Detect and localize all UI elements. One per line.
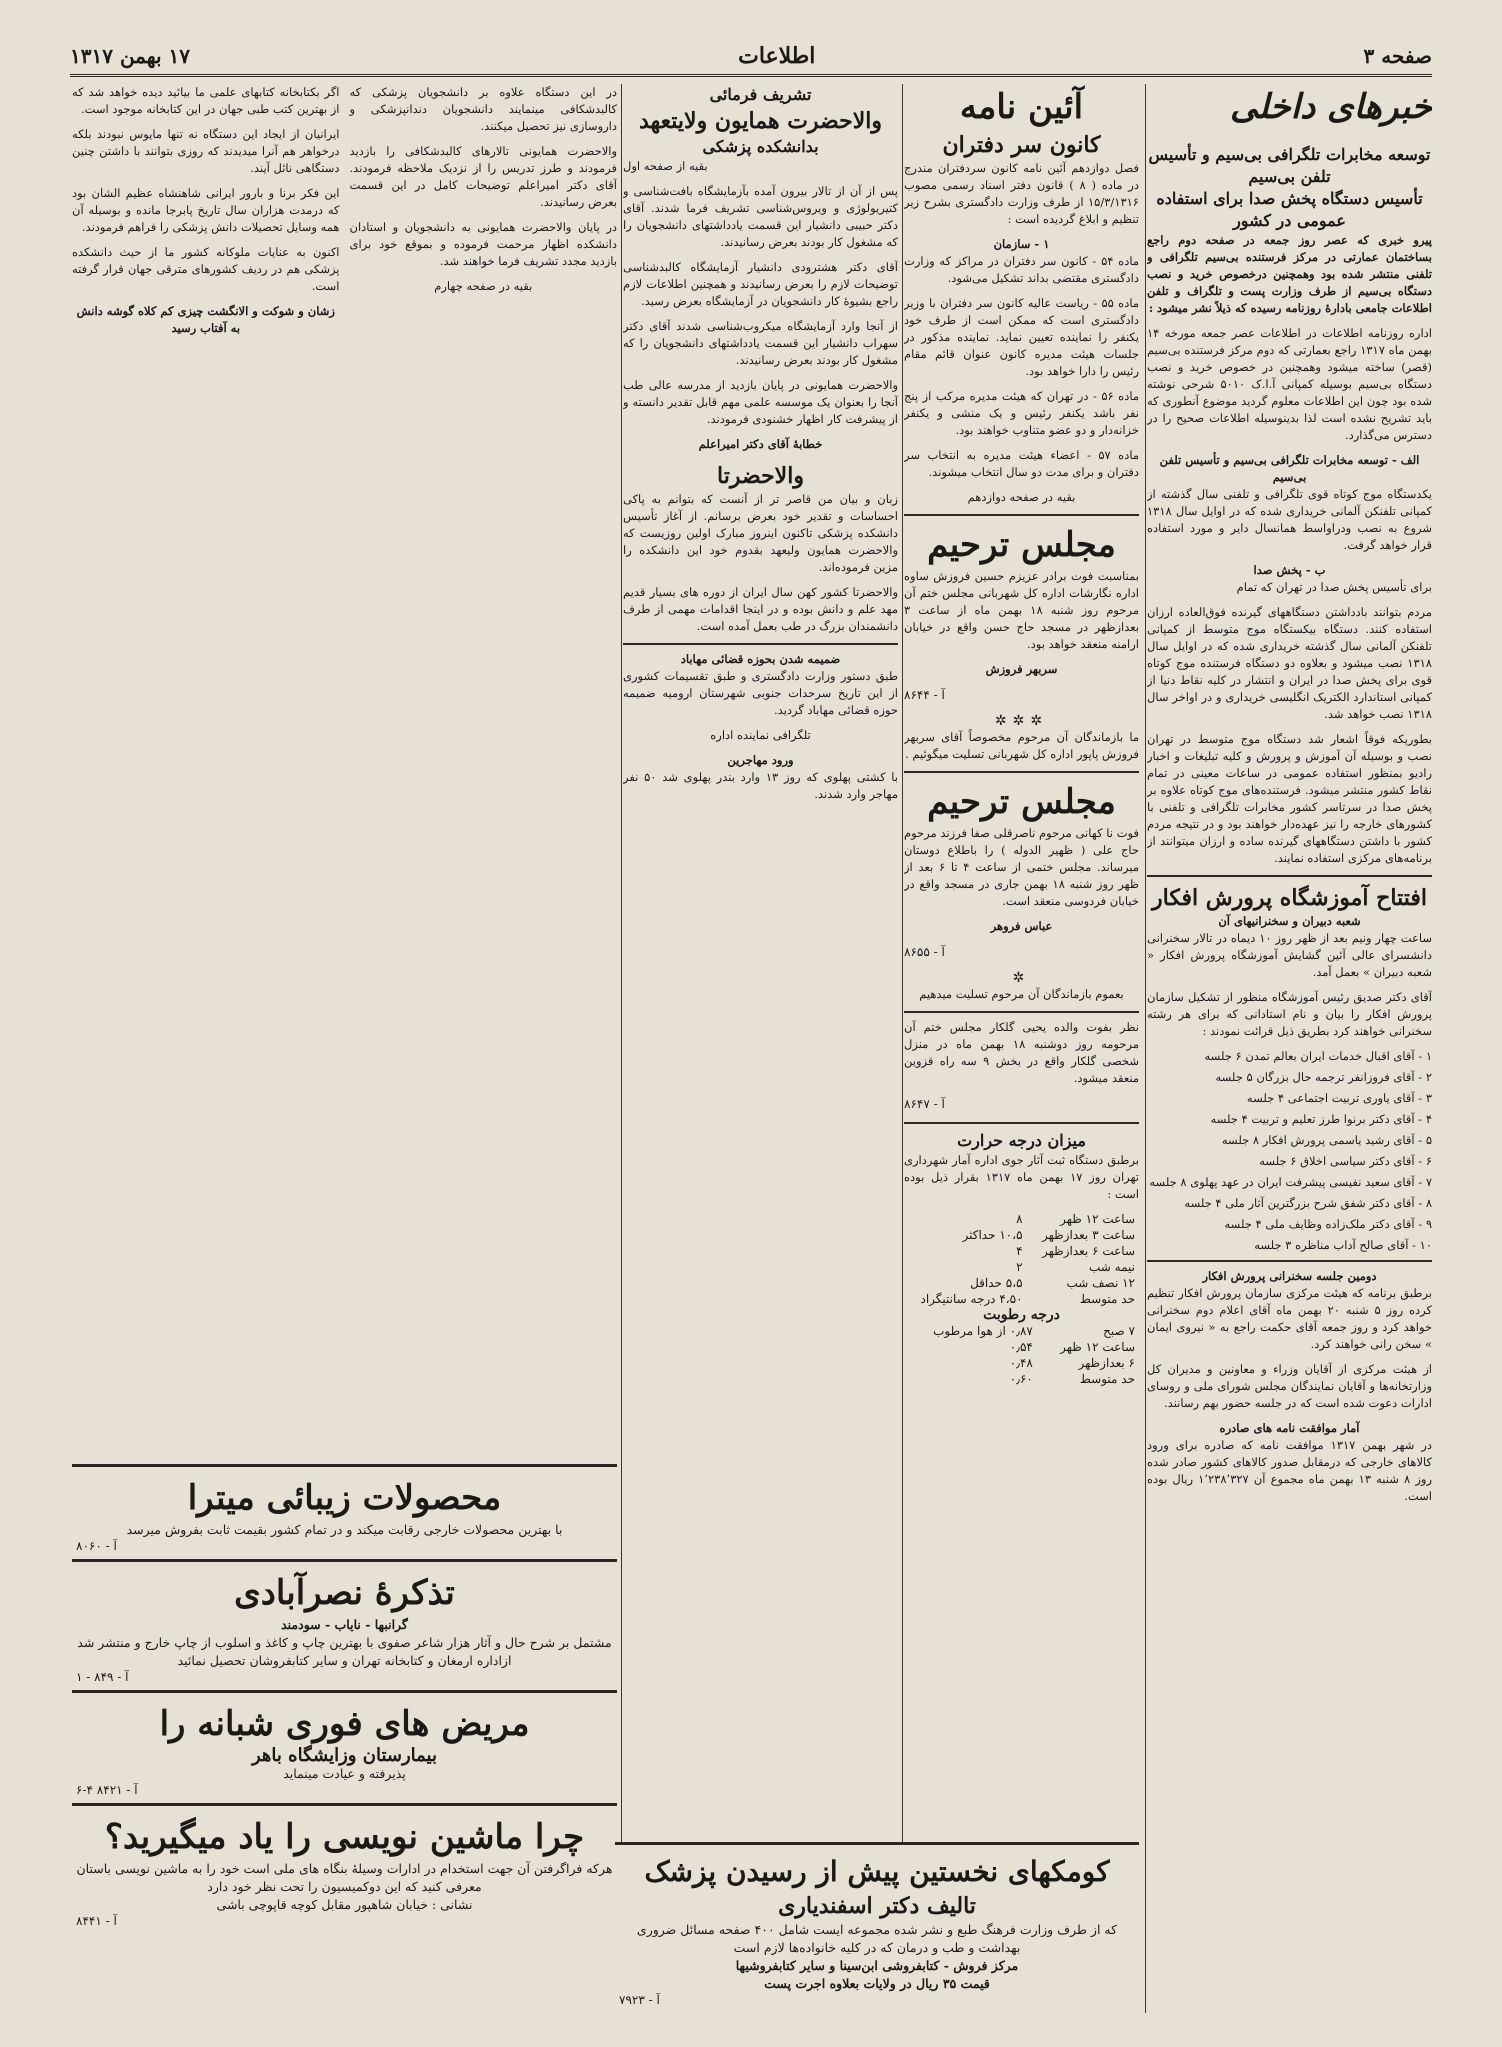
paragraph: در شهر بهمن ۱۳۱۷ موافقت نامه که صادره برای ورود کالاهای خارجی که درمقابل صدور کالاهای کشور صادر شده روز ۸ شنبه ۱۳ بهمن ماه مجموع آن ۱٬۲۳۸٬۳۲۷ ریال بوده است.: [1147, 1438, 1432, 1503]
ad-subtitle: تالیف دکتر اسفندیاری: [778, 1893, 976, 1919]
table-row: [904, 1371, 1139, 1387]
headline: توسعه مخابرات تلگرافی بی‌سیم و تأسیس تلفن بی‌سیم: [1148, 145, 1431, 186]
paragraph: ماده ۵۶ - در تهران که هیئت مدیره مرکب از پنج نفر باشد یکنفر رئیس و یک منشی و یکنفر خزانه‌دار و دو عضو متناوب خواهند بود.: [904, 389, 1139, 437]
crown-prince-visit-column: [623, 84, 898, 2013]
column-rule: [902, 84, 903, 2013]
paragraph: این فکر برنا و بارور ایرانی شاهنشاه عظیم الشان بود که درمدت هزاران سال تاریخ پابرجا مانده و بوسیله آن همه وسایل تحصیلات دانش پزشکی را فراهم فرمودند.: [72, 186, 340, 234]
telegraph-block: [623, 84, 898, 811]
page-number: صفحه ۳: [1363, 44, 1432, 68]
paragraph: اکنون به عنایات ملوکانه کشور ما از حیث دانشکده پزشکی هم در ردیف کشورهای مترقی جهان قرار گرفته است.: [72, 245, 340, 293]
table-cell: ساعت ۶ بعدازظهر: [1042, 1244, 1135, 1258]
headline: ضمیمه شدن بحوزه قضائی مهاباد: [680, 652, 841, 666]
notice-title: مجلس ترحیم: [927, 525, 1116, 565]
table-cell: ۰٫۸۷ از هوا مرطوب: [933, 1324, 1033, 1338]
memorial-notice: [904, 1011, 1139, 1114]
paragraph: زبان و بیان من قاصر تر از آنست که بتوانم به پاکی احساسات و تقدیر خود بعرض برسانم. از آغاز تأسیس دانشکده پزشکی تاکنون اینروز مبارک اولین روزیست که والاحضرت همایون ولیعهد بقدوم خود این دانشکده را مزین فرموده‌اند.: [623, 492, 898, 574]
table-cell: ساعت ۱۲ ظهر: [1060, 1212, 1135, 1226]
regulation-column: [904, 84, 1139, 2013]
ad-code: آ - ۸۶۵۵: [904, 945, 945, 959]
ad-title: مریض های فوری شبانه را: [159, 1704, 530, 1744]
ad-code: آ - ۸۴۴۱: [76, 1914, 117, 1928]
notice-title: مجلس ترحیم: [927, 782, 1116, 822]
ad-code: آ - ۷۹۲۳: [619, 1993, 660, 2007]
advertisement: [72, 1464, 617, 1559]
ad-title: کومکهای نخستین پیش از رسیدن پزشک: [644, 1855, 1110, 1888]
masthead: [70, 38, 1432, 77]
notice-signer: سربهر فروزش: [985, 662, 1058, 676]
source-line: تلگرافی نماینده اداره: [710, 728, 811, 742]
telegraph-news: [623, 643, 898, 803]
paragraph: اگر بکتابخانه کتابهای علمی ما بیائید دیده خواهد شد که از بهترین کتب طبی جهان در این کتابخانه موجود است.: [72, 85, 340, 116]
lecture-list: [1147, 1048, 1432, 1254]
paragraph: آقای دکتر صدیق رئیس آموزشگاه منظور از تشکیل سازمان پرورش افکار را بیان و نام استادانی که برای هر رشته سخنرانی خواهند کرد بطریق ذیل قرائت نمودند :: [1147, 990, 1432, 1038]
table-cell: ساعت ۳ بعدازظهر: [1042, 1228, 1135, 1242]
advertisement: [72, 1690, 617, 1803]
ad-code: آ - ۸۶۴۷: [904, 1097, 945, 1111]
ad-title: تذکرهٔ نصرآبادی: [234, 1573, 455, 1613]
table-cell: ۱۰،۵ حداکثر: [962, 1228, 1023, 1242]
list-item: ۴ - آقای دکتر برنوا طرز تعلیم و تربیت ۴ جلسه: [1210, 1112, 1432, 1126]
paper-name: اطلاعات: [738, 43, 816, 69]
continued-note: بقیه در صفحه دوازدهم: [967, 490, 1076, 504]
table-cell: ۴: [1016, 1244, 1023, 1258]
table-row: [904, 1339, 1139, 1355]
temperature-table: [904, 1211, 1139, 1307]
left-column: [72, 84, 617, 2013]
ornament: ✲✲✲: [994, 713, 1049, 729]
table-cell: ساعت ۱۲ ظهر: [1060, 1340, 1135, 1354]
speech-label: خطابهٔ آقای دکتر امیراعلم: [698, 437, 823, 451]
column-rule: [1145, 84, 1146, 2013]
continued-note: بقیه در صفحه چهارم: [434, 279, 533, 293]
paragraph: یکدستگاه موج کوتاه قوی تلگرافی و تلفنی سال گذشته از کمپانی تلفنکن آلمانی خریداری شده که در اوایل سال ۱۳۱۸ شروع به نصب ودراواسط همانسال دایر و مورد استفاده قرار خواهد گرفت.: [1147, 487, 1432, 552]
ad-code: آ - ۸۰۶۰: [76, 1539, 117, 1553]
list-item: ۸ - آقای دکتر شفق شرح بزرگترین آثار ملی ۴ جلسه: [1184, 1196, 1432, 1210]
paragraph: ماده ۵۴ - کانون سر دفتران در مراکز که وزارت دادگستری مقتضی بداند تشکیل می‌شود.: [904, 254, 1139, 285]
headline: دومین جلسه سخنرانی پرورش افکار: [1202, 1269, 1377, 1283]
paragraph: بعموم بازماندگان آن مرحوم تسلیت میدهیم: [919, 987, 1124, 1001]
memorial-notice: [904, 514, 1139, 763]
article-subtitle: کانون سر دفتران: [942, 132, 1101, 158]
subhead: بدانشکده پزشکی: [702, 137, 819, 156]
ad-text: با بهترین محصولات خارجی رقابت میکند و در تمام کشور بقیمت ثابت بفروش میرسد: [126, 1522, 563, 1537]
paragraph: در پایان والاحضرت همایونی به دانشجویان و استادان دانشکده اظهار مرحمت فرموده و بموقع خود برای بازدید مجدد تشریف فرما خواهند شد.: [349, 220, 617, 268]
ad-code-number: آ - ۸۴۲۱: [96, 1783, 138, 1797]
table-cell: ۸: [1016, 1212, 1023, 1226]
table-cell: ۰٫۵۴: [1009, 1340, 1033, 1354]
article-title: آئین نامه: [959, 87, 1084, 127]
paragraph: ماده ۵۷ - اعضاء هیئت مدیره به انتخاب سر دفتران و برای مدت دو سال انتخاب میشوند.: [904, 448, 1139, 479]
list-item: ۵ - آقای رشید یاسمی پرورش افکار ۸ جلسه: [1221, 1133, 1432, 1147]
humidity-table: [904, 1323, 1139, 1387]
paragraph: اداره روزنامه اطلاعات در اطلاعات عصر جمعه مورخه ۱۴ بهمن ماه ۱۳۱۷ راجع بعمارتی که دوم مرکز فرستنده بی‌سیم (قصر) ساخته میشود وهمچنین در خصوص خرید و نصب دستگاه بی‌سیم بوسیله کمپانی آ.ا.ک ۵۰۱۰ شرحی نوشته شده بود چون این اطلاعات معلوم گردید موضوع آنطوری که باید تشریح نشده است لذا بدینوسیله اطلاعات صحیح را در دسترس می‌گذارد.: [1147, 326, 1432, 442]
ad-subtitle: گرانبها - نایاب - سودمند: [281, 1617, 408, 1632]
table-row: [904, 1243, 1139, 1259]
paragraph: در این دستگاه علاوه بر دانشجویان پزشکی که کالبدشکافی مینمایند دانشجویان دندانپزشکی و داروسازی نیز تحصیل میکنند.: [349, 85, 617, 133]
subheading: ۱ - سازمان: [993, 237, 1050, 251]
paragraph: فصل دوازدهم آئین نامه کانون سردفتران مندرج در ماده ( ۸ ) قانون دفتر اسناد رسمی مصوب ۱۵/۳/۱۳۱۶ از طرف وزارت دادگستری بشرح زیر تنظیم و ابلاغ گردیده است :: [904, 161, 1139, 226]
paragraph: برای تأسیس پخش صدا در تهران که تمام: [1236, 580, 1432, 594]
paragraph: از آنجا وارد آزمایشگاه میکروب‌شناسی شدند آقای دکتر سهراب دانشیار این قسمت یادداشتهای دانشجویان را که مشغول کار بودند بعرض رسانیدند.: [623, 319, 898, 367]
ad-price: قیمت ۳۵ ریال در ولایات بعلاوه اجرت پست: [764, 1976, 990, 1991]
paragraph: مردم بتوانند بادداشتن دستگاههای گیرنده فوق‌العاده ارزان استفاده کنند. دستگاه بیکستگاه موج متوسط از کمپانی تلفنکن آلمانی سال گذشته خریداری شده که در اوایل سال ۱۳۱۸ نصب میشود و بعلاوه دو دستگاه فرستنده موج کوتاه قوی برای پخش صدا در ایران و انتشار در کلیه نقاط دنیا از کمپانی استاندارد الکتریک انگلیسی خریداری و در اواخر سال ۱۳۱۸ نصب خواهد شد.: [1147, 605, 1432, 721]
weather-report: [904, 1122, 1139, 1387]
paragraph: از هیئت مرکزی از آقایان وزراء و معاونین و مدیران کل وزارتخانه‌ها و آقایان نمایندگان مجلس شورای ملی و روسای ادارات دعوت شده است که در جلسه حضور بهم رسانند.: [1147, 1362, 1432, 1410]
table-cell: ۵،۵ حداقل: [970, 1276, 1023, 1290]
paragraph: والاحضرتا کشور کهن سال ایران از دوره های بسیار قدیم مهد علم و دانش بوده و در اینجا اقدامات مهمی از طرف دانشمندان بزرگ در طب بعمل آمده است.: [623, 585, 898, 633]
table-row: [904, 1355, 1139, 1371]
ad-code: [76, 1783, 613, 1797]
ad-subtitle: بیمارستان وزایشگاه باهر: [251, 1745, 437, 1766]
continued-text: [72, 84, 617, 1464]
paragraph: طبق دستور وزارت دادگستری و طبق تقسیمات کشوری از این تاریخ سرحدات جنوبی شهرستان ارومیه ضمیمه حوزه قضائی مهاباد گردید.: [623, 669, 898, 717]
subheading: الف - توسعه مخابرات تلگرافی بی‌سیم و تأسیس تلفن بی‌سیم: [1159, 453, 1420, 484]
ad-address: نشانی : خیابان شاهپور مقابل کوچه قاپوچی باشی: [216, 1897, 473, 1912]
paragraph: بمناسبت فوت برادر عزیزم حسین فروزش ساوه اداره نگارشات اداره کل شهربانی مجلس ختم آن مرحوم روز شنبه ۱۸ بهمن ماه از ساعت ۳ بعدازظهر در مسجد حاج حسن واقع در خیابان ارامنه منعقد خواهد بود.: [904, 569, 1139, 651]
lead-paragraph: پیرو خبری که عصر روز جمعه در صفحه دوم راجع بساختمان عمارتی در مرکز فرستنده بی‌سیم تلگرافی و تلفنی منتشر شده بود وهمچنین درخصوص خرید و نصب دستگاه بی‌سیم از طرف وزارت پست و تلگراف و تلفن اطلاعات جامعی بادارهٔ روزنامه رسیده که ذیلاً نشر میشود :: [1147, 233, 1432, 315]
paragraph: ما بازماندگان آن مرحوم مخصوصاً آقای سربهر فروزش پاپور اداره کل شهربانی تسلیت میگوئیم .: [904, 730, 1139, 761]
book-advertisement: [615, 1842, 1139, 2013]
subheading: ورود مهاجرین: [727, 753, 794, 767]
text-column: [350, 84, 618, 1464]
table-cell: حد متوسط: [1079, 1292, 1135, 1306]
paragraph: برطبق دستگاه ثبت آثار جوی اداره آمار شهرداری تهران روز ۱۷ بهمن ماه ۱۳۱۷ بقرار ذیل بوده است :: [904, 1153, 1139, 1201]
table-cell: ۰٫۶۰: [1009, 1372, 1033, 1386]
issue-date: ۱۷ بهمن ۱۳۱۷: [70, 44, 190, 68]
paragraph: ماده ۵۵ - ریاست عالیه کانون سر دفتران با وزیر دادگستری است که ممکن است از طرف خود یکنفر را نماینده تعیین نماید. نماینده مذکور در جلسات هیئت مدیره کانون عنوان قائم مقام رئیس را دارا خواهد بود.: [904, 296, 1139, 378]
ad-title: چرا ماشین نویسی را یاد میگیرید؟: [104, 1817, 585, 1857]
kicker: تشریف فرمائی: [709, 85, 812, 104]
paragraph: والاحضرت همایونی در پایان بازدید از مدرسه عالی طب آنجا را بعنوان یک موسسه علمی مهم قابل تقدیر دانسته و از پیشرفت کار اظهار خشنودی فرمودند.: [623, 378, 898, 426]
ad-sellers: مرکز فروش - کتابفروشی ابن‌سینا و سایر کتابفروشیها: [735, 1958, 1019, 1973]
list-item: ۹ - آقای دکتر ملک‌زاده وظایف ملی ۴ جلسه: [1224, 1217, 1432, 1231]
paragraph: ایرانیان از ایجاد این دستگاه نه تنها مایوس نبودند بلکه درخواهر هم آنرا میدیدند که روزی بتوانند با داشتن چنین دستگاهی نائل آیند.: [72, 127, 340, 175]
column-rule: [621, 84, 622, 2013]
table-cell: ۰٫۴۸: [1009, 1356, 1033, 1370]
speech-title: والاحضرتا: [717, 463, 804, 489]
list-item: ۳ - آقای یاوری تربیت اجتماعی ۴ جلسه: [1246, 1091, 1432, 1105]
table-row: [904, 1227, 1139, 1243]
ad-code: آ - ۸۶۴۴: [904, 688, 945, 702]
paragraph: نظر بفوت والده یحیی گلکار مجلس ختم آن مرحومه روز دوشنبه ۱۸ بهمن ماه در منزل شخصی گلکار واقع در بخش ۹ سه راه قزوین منعقد میشود.: [904, 1020, 1139, 1085]
ornament: ✲: [1012, 970, 1031, 986]
paragraph: برطبق برنامه که هیئت مرکزی سازمان پرورش افکار تنظیم کرده روز ۵ شنبه ۲۰ بهمن ماه آقای اعلام دوم سخنرانی خواهد کرد و روز جمعه آقای حکمت راجع به « نیروی ایمان » سخن رانی خواهند کرد.: [1147, 1286, 1432, 1351]
table-cell: نیمه شب: [1089, 1260, 1135, 1274]
advertisement: [72, 1803, 617, 1934]
table-row: [904, 1275, 1139, 1291]
headline: افتتاح آموزشگاه پرورش افکار: [1152, 885, 1427, 911]
table-row: [904, 1323, 1139, 1339]
table-row: [904, 1291, 1139, 1307]
paragraph: فوت نا کهانی مرحوم ناصرقلی صفا فرزند مرحوم حاج علی ( ظهیر الدوله ) را باطلاع دوستان میرساند. مجلس ختمی از ساعت ۴ تا ۶ بعد از ظهر روز شنبه ۱۸ بهمن جاری در مسجد واقع در خیابان فردوسی منعقد است.: [904, 826, 1139, 908]
ad-phone: ۴-۶: [76, 1783, 93, 1797]
ad-title: محصولات زیبائی میترا: [187, 1478, 502, 1518]
ad-text: که از طرف وزارت فرهنگ طبع و نشر شده مجموعه ایست شامل ۴۰۰ صفحه مسائل ضروری بهداشت و طب و درمان که در کلیه خانواده‌ها لازم است: [636, 1922, 1118, 1955]
subheading: شعبه دبیران و سخنرانیهای آن: [1218, 914, 1361, 928]
continued-note: بقیه از صفحه اول: [623, 159, 708, 173]
table-cell: حد متوسط: [1079, 1372, 1135, 1386]
weather-title: میزان درجه حرارت: [957, 1131, 1086, 1150]
table-row: [904, 1259, 1139, 1275]
headline: آمار موافقت نامه های صادره: [1219, 1421, 1360, 1435]
paragraph: ساعت چهار ونیم بعد از ظهر روز ۱۰ دیماه در تالار سخنرانی دانشسرای عالی آئین گشایش آموزشگاه پرورش افکار « شعبه دبیران » بعمل آمد.: [1147, 931, 1432, 979]
table-cell: ۷ صبح: [1103, 1324, 1135, 1338]
headline: والاحضرت همایون ولایتعهد: [638, 108, 883, 134]
table-cell: ۴،۵۰ درجه سانتیگراد: [920, 1292, 1023, 1306]
paragraph: والاحضرت همایونی تالارهای کالبدشکافی را بازدید فرمودند و طرز تدریس را از نزدیک ملاحظه فرمودند. آقای دکتر امیراعلم توضیحات کامل در این قسمت بعرض رسانیدند.: [349, 144, 617, 209]
notice-signer: عباس فروهر: [990, 919, 1053, 933]
table-cell: ۶ بعدازظهر: [1078, 1356, 1135, 1370]
ad-code: آ - ۸۴۹ - ۱: [76, 1670, 129, 1684]
headline: تأسیس دستگاه پخش صدا برای استفاده عمومی در کشور: [1156, 189, 1423, 230]
table-cell: ۲: [1016, 1260, 1023, 1274]
paragraph: پس از آن از تالار بیرون آمده بآزمایشگاه بافت‌شناسی و کتیریولوژی و ویروس‌شناسی تشریف فرما شدند. آقای دکتر حبیبی دانشیار این قسمت یادداشتهای دانشجویان را که مشغول کار بودند بعرض رسانیدند.: [623, 184, 898, 249]
domestic-news-column: [1147, 84, 1432, 2013]
paragraph: بطوریکه فوقاً اشعار شد دستگاه موج متوسط در تهران نصب و بوسیله آن آموزش و پرورش و کلیه تبلیغات و اخبار رادیو بمنظور استفاده عمومی در ساعات معینی در تمام نقاط کشور منتشر میشود. فرستنده‌های موج کوتاه علاوه بر پخش صدا در سرتاسر کشور مخابرات تلگرافی و تلفنی با کشورهای خارجه را نیز عهده‌دار خواهند بود و در نتیجه مردم کشور با داشتن دستگاههای گیرنده ساده و ارزان میتوانند از برنامه‌های مرکزی استفاده نمایند.: [1147, 732, 1432, 865]
text-column: [72, 84, 340, 1464]
ad-text: مشتمل بر شرح حال و آثار هزار شاعر صفوی با بهترین چاپ و کاغذ و اسلوب از چاپ خارج و منتشر شد ازاداره ارمغان و کتابخانه تهران و سایر کتابفروشان تحصیل نمائید: [77, 1635, 612, 1668]
paragraph: با کشتی پهلوی که روز ۱۳ وارد بندر پهلوی شد ۵۰ نفر مهاجر وارد شدند.: [623, 770, 898, 801]
paragraph: آقای دکتر هشترودی دانشیار آزمایشگاه کالبدشناسی توضیحات لازم را بعرض رسانیدند و همچنین اطلاعات لازم راجع بشیوهٔ کار دانشجویان در آزمایشگاه بعرض رسید.: [623, 260, 898, 308]
memorial-notice: [904, 771, 1139, 1003]
list-item: ۶ - آقای دکتر سیاسی اخلاق ۶ جلسه: [1259, 1154, 1432, 1168]
section-title: خبرهای داخلی: [1230, 87, 1432, 127]
ad-text: هرکه فراگرفتن آن جهت استخدام در ادارات وسیلهٔ بنگاه های ملی است خود را به ماشین نویسی باستان معرفی کنید که این دوکمیسیون را تحت نظر خود دارد: [76, 1861, 613, 1894]
advertisement: [72, 1559, 617, 1690]
list-item: ۷ - آقای سعید نفیسی پیشرفت ایران در عهد پهلوی ۸ جلسه: [1149, 1175, 1432, 1189]
list-item: ۲ - آقای فروزانفر ترجمه حال بزرگان ۵ جلسه: [1215, 1070, 1432, 1084]
humidity-title: درجه رطوبت: [983, 1307, 1060, 1323]
table-row: [904, 1211, 1139, 1227]
list-item: ۱۰ - آقای صالح آداب مناظره ۳ جلسه: [1254, 1238, 1432, 1252]
table-cell: ۱۲ نصف شب: [1066, 1276, 1135, 1290]
ad-text: پذیرفته و عیادت مینماید: [283, 1766, 406, 1781]
subheading: ب - پخش صدا: [1253, 563, 1326, 577]
list-item: ۱ - آقای اقبال خدمات ایران بعالم تمدن ۶ جلسه: [1204, 1049, 1432, 1063]
verse: زشان و شوکت و الانگشت چیزی کم کلاه گوشه دانش به آفتاب رسید: [76, 304, 335, 335]
